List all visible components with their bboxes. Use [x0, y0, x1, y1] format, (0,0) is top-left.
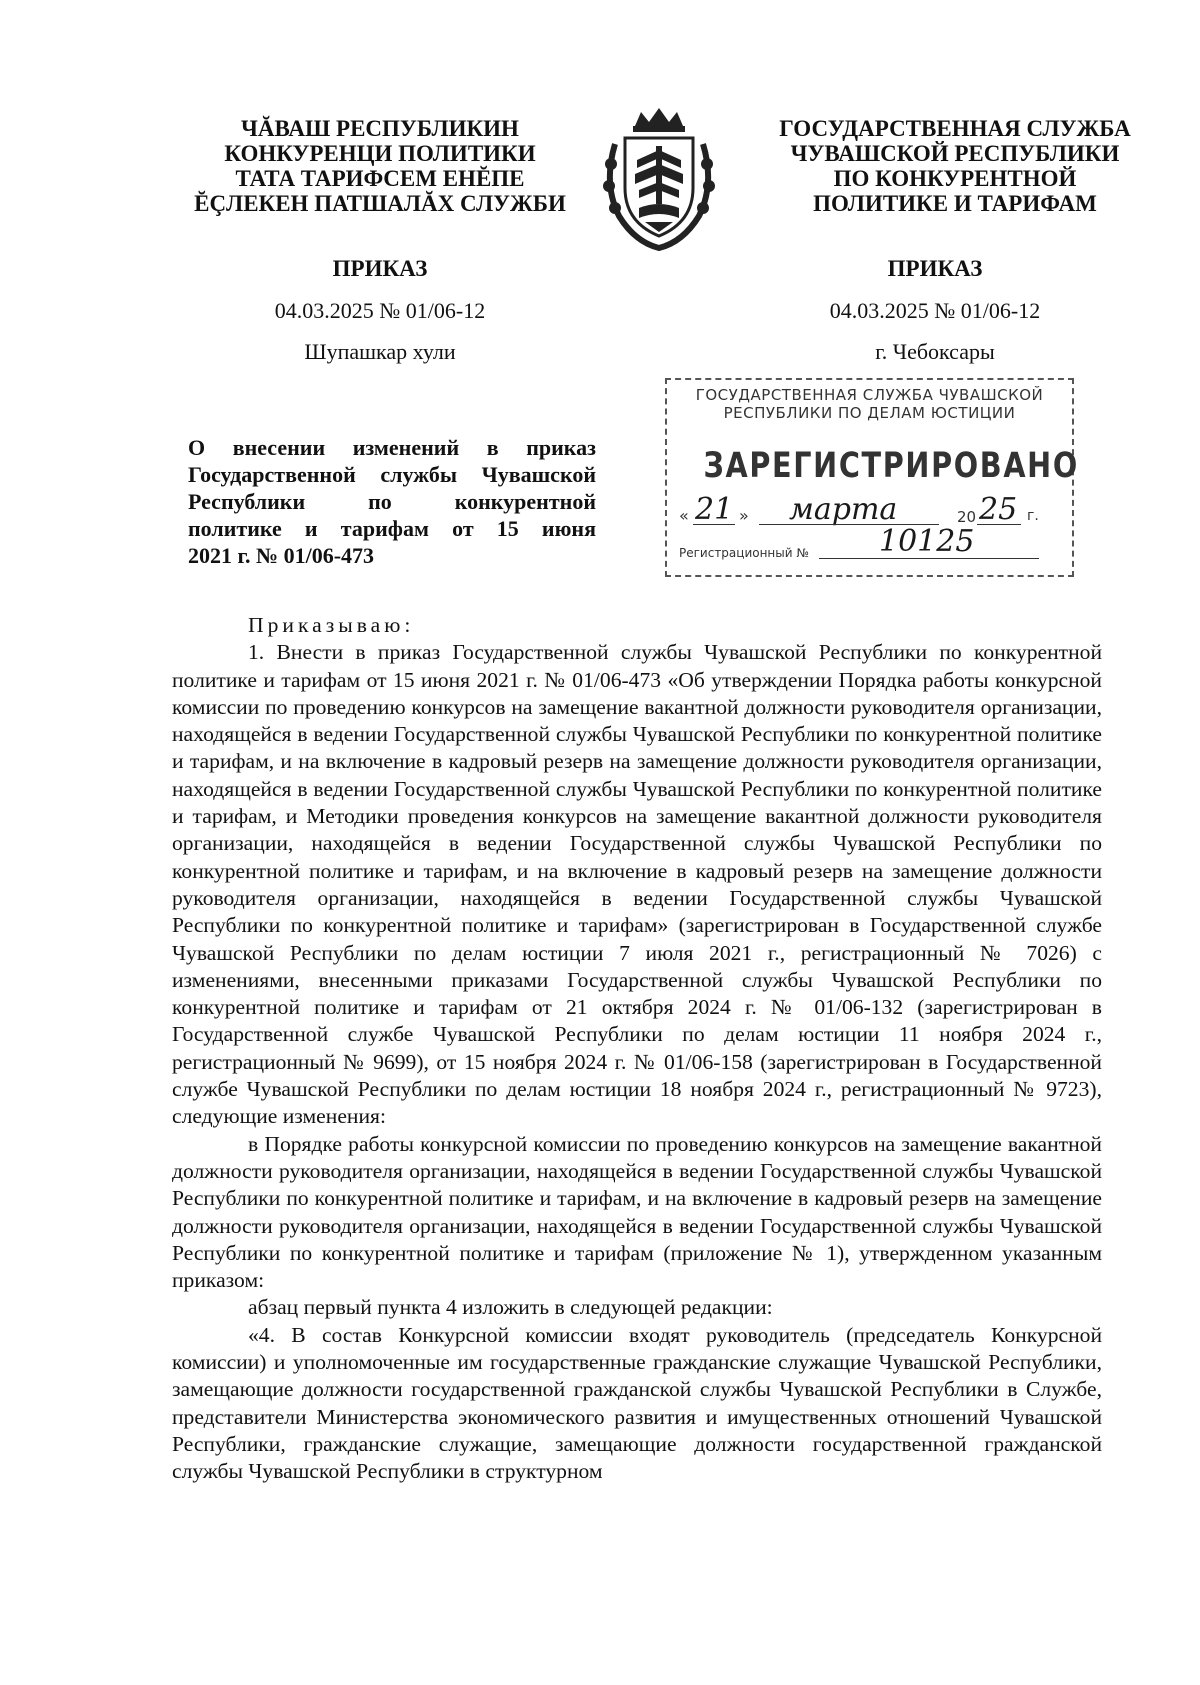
- stamp-quote-open: «: [679, 506, 689, 525]
- header-right-russian: [755, 116, 1155, 216]
- subject-line: 2021 г. № 01/06-473: [188, 543, 375, 568]
- stamp-line-2: РЕСПУБЛИКИ ПО ДЕЛАМ ЮСТИЦИИ: [723, 404, 1016, 422]
- stamp-year-unit: г.: [1027, 508, 1039, 524]
- stamp-year-suffix: 25: [979, 492, 1018, 527]
- stamp-reg-number: 10125: [879, 524, 975, 559]
- header-right-line: ПОЛИТИКЕ И ТАРИФАМ: [813, 191, 1097, 216]
- stamp-reg-line: [819, 558, 1039, 559]
- subject-line: Государственной службы Чувашской: [188, 462, 596, 487]
- header-left-line: ТАТА ТАРИФСЕМ ЕНĔПЕ: [235, 166, 525, 191]
- stamp-quote-close: »: [739, 506, 749, 525]
- header-left-chuvash: [170, 116, 590, 216]
- order-title-left: ПРИКАЗ: [332, 256, 428, 281]
- stamp-year-prefix: 20: [957, 508, 977, 526]
- chuvash-emblem-icon: [595, 104, 723, 252]
- body-paragraph: абзац первый пункта 4 изложить в следующей редакции:: [248, 1295, 773, 1320]
- header-left-line: ĔÇЛЕКЕН ПАТШАЛĂХ СЛУЖБИ: [194, 191, 566, 216]
- stamp-month: марта: [789, 492, 898, 527]
- order-title-right: ПРИКАЗ: [887, 256, 983, 281]
- stamp-date-row: [679, 492, 1064, 532]
- stamp-authority: [667, 386, 1072, 422]
- header-left-line: КОНКУРЕНЦИ ПОЛИТИКИ: [224, 141, 536, 166]
- body-paragraph: «4. В состав Конкурсной комиссии входят руководитель (председатель Конкурсной комиссии) и уполномоченные им государственные гражданские служащие Чувашской Республики, замещающие должности государственной гражданской службы Чувашской Республики в Службе, представители Министерства экономического развития и имущественных отношений Чувашской Республики, гражданские служащие, замещающие должности государственной гражданской службы Чувашской Республики в структурном: [172, 1322, 1102, 1484]
- stamp-year-line: [977, 524, 1021, 525]
- body-paragraph: 1. Внести в приказ Государственной службы Чувашской Республики по конкурентной политике и тарифам от 15 июня 2021 г. № 01/06-473 «Об утверждении Порядка работы конкурсной комиссии по проведению конкурсов на замещение вакантной должности руководителя организации, находящейся в ведении Государственной службы Чувашской Республики по конкурентной политике и тарифам, и на включение в кадровый резерв на замещение должности руководителя организации, находящейся в ведении Государственной службы Чувашской Республики по конкурентной политике и тарифам, и Методики проведения конкурсов на замещение вакантной должности руководителя организации, находящейся в ведении Государственной службы Чувашской Республики по конкурентной политике и тарифам, и на включение в кадровый резерв на замещение должности руководителя организации, находящейся в ведении Государственной службы Чувашской Республики по конкурентной политике и тарифам» (зарегистрирован в Государственной службе Чувашской Республики по делам юстиции 7 июля 2021 г., регистрационный № 7026) с изменениями, внесенными приказами Государственной службы Чувашской Республики по конкурентной политике и тарифам от 21 октября 2024 г. № 01/06-132 (зарегистрирован в Государственной службе Чувашской Республики по делам юстиции 11 ноября 2024 г., регистрационный № 9699), от 15 ноября 2024 г. № 01/06-158 (зарегистрирован в Государственной службе Чувашской Республики по делам юстиции 18 ноября 2024 г., регистрационный № 9723), следующие изменения:: [172, 640, 1102, 1129]
- header-left-line: ЧĂВАШ РЕСПУБЛИКИН: [241, 116, 519, 141]
- body-paragraph: в Порядке работы конкурсной комиссии по проведению конкурсов на замещение вакантной должности руководителя организации, находящейся в ведении Государственной службы Чувашской Республики по конкурентной политике и тарифам, и на включение в кадровый резерв на замещение должности руководителя организации, находящейся в ведении Государственной службы Чувашской Республики по конкурентной политике и тарифам (приложение № 1), утвержденном указанным приказом:: [172, 1131, 1102, 1293]
- registration-stamp: [665, 378, 1079, 577]
- order-place-left: Шупашкар хули: [304, 339, 456, 364]
- stamp-day-line: [693, 524, 735, 525]
- header-right-line: ГОСУДАРСТВЕННАЯ СЛУЖБА: [779, 116, 1131, 141]
- subject-line: Республики по конкурентной: [188, 489, 596, 514]
- document-body: [172, 612, 1102, 1486]
- order-place-right: г. Чебоксары: [875, 339, 995, 364]
- stamp-day: 21: [695, 492, 734, 527]
- subject-line: политике и тарифам от 15 июня: [188, 516, 596, 541]
- order-number-right: 04.03.2025 № 01/06-12: [829, 298, 1041, 323]
- command-word: Приказываю:: [248, 613, 415, 637]
- header-right-line: ЧУВАШСКОЙ РЕСПУБЛИКИ: [790, 141, 1120, 166]
- subject-line: О внесении изменений в приказ: [188, 435, 596, 460]
- header-right-line: ПО КОНКУРЕНТНОЙ: [833, 166, 1077, 191]
- stamp-line-1: ГОСУДАРСТВЕННАЯ СЛУЖБА ЧУВАШСКОЙ: [695, 386, 1044, 404]
- stamp-reg-label: Регистрационный №: [679, 546, 809, 560]
- stamp-registered: ЗАРЕГИСТРИРОВАНО: [703, 446, 1079, 486]
- order-number-left: 04.03.2025 № 01/06-12: [274, 298, 486, 323]
- document-subject: [188, 434, 596, 569]
- stamp-reg-row: [679, 524, 1064, 566]
